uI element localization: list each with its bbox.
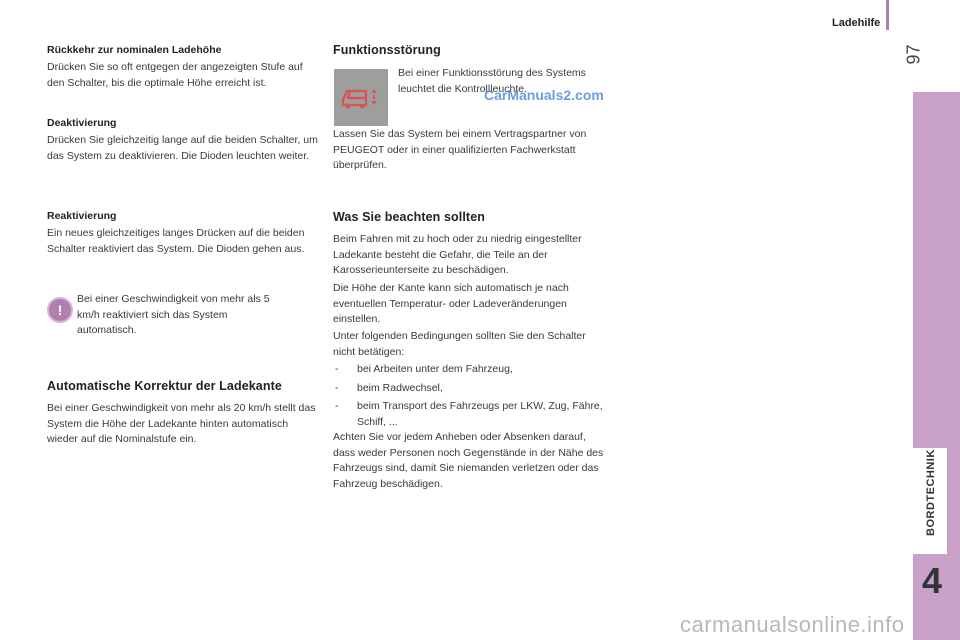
section-text-reactivate: Ein neues gleichzeitiges langes Drücken auf die beiden Schalter reaktiviert das System. Die Dioden gehen aus.	[47, 227, 305, 255]
chapter-label: BORDTECHNIK	[925, 449, 937, 536]
warning-lamp-image	[334, 69, 388, 126]
note-paragraph-4: Achten Sie vor jedem Anheben oder Absenken darauf, dass weder Personen noch Gegenstände in der Nähe des Fahrzeugs sind, damit Sie niemanden verletzen oder das Fahrzeug beschädigen.	[333, 431, 604, 490]
chapter-side-tab	[913, 92, 960, 640]
section-title-reactivate: Reaktivierung	[47, 210, 117, 222]
malfunction-lamp-text: Bei einer Funktionsstörung des Systems leuchtet die Kontrollleuchte.	[398, 67, 586, 95]
list-item: - beim Transport des Fahrzeugs per LKW, Zug, Fähre, Schiff, ...	[335, 400, 603, 428]
heading-auto-correction: Automatische Korrektur der Ladekante	[47, 379, 282, 393]
watermark-top: CarManuals2.com	[484, 87, 604, 103]
page-number: 97	[903, 44, 924, 65]
section-title-deactivate: Deaktivierung	[47, 117, 117, 129]
malfunction-text: Lassen Sie das System bei einem Vertragspartner von PEUGEOT oder in einer qualifizierten Fachwerkstatt überprüfen.	[333, 128, 587, 171]
list-item: - bei Arbeiten unter dem Fahrzeug,	[335, 363, 513, 375]
heading-malfunction: Funktionsstörung	[333, 43, 441, 57]
vehicle-level-warning-icon	[334, 69, 388, 126]
section-text-deactivate: Drücken Sie gleichzeitig lange auf die beiden Schalter, um das System zu deaktivieren. Die Dioden leuchten weiter.	[47, 134, 318, 162]
text-auto-correction: Bei einer Geschwindigkeit von mehr als 20 km/h stellt das System die Höhe der Ladekante hinten automatisch wieder auf die Nominalstufe ein.	[47, 402, 316, 445]
note-paragraph-1: Beim Fahren mit zu hoch oder zu niedrig eingestellter Ladekante besteht die Gefahr, die Teile an der Karosserieunterseite zu beschädigen.	[333, 233, 582, 276]
chapter-number: 4	[922, 560, 943, 601]
header-accent-bar	[886, 0, 889, 30]
section-title-return: Rückkehr zur nominalen Ladehöhe	[47, 44, 222, 56]
warning-icon: !	[47, 297, 73, 323]
page-header-title: Ladehilfe	[832, 17, 881, 29]
section-text-return: Drücken Sie so oft entgegen der angezeigten Stufe auf den Schalter, bis die optimale Höhe erreicht ist.	[47, 61, 303, 89]
conditions-list	[333, 362, 605, 433]
note-paragraph-2: Die Höhe der Kante kann sich automatisch je nach eventuellen Temperatur- oder Ladeveränderungen einstellen.	[333, 282, 569, 325]
watermark-bottom: carmanualsonline.info	[680, 612, 905, 637]
note-paragraph-3: Unter folgenden Bedingungen sollten Sie den Schalter nicht betätigen:	[333, 330, 586, 358]
list-item: - beim Radwechsel,	[335, 381, 443, 394]
heading-notes: Was Sie beachten sollten	[333, 210, 485, 224]
warning-text: Bei einer Geschwindigkeit von mehr als 5 km/h reaktiviert sich das System automatisch.	[77, 293, 270, 336]
